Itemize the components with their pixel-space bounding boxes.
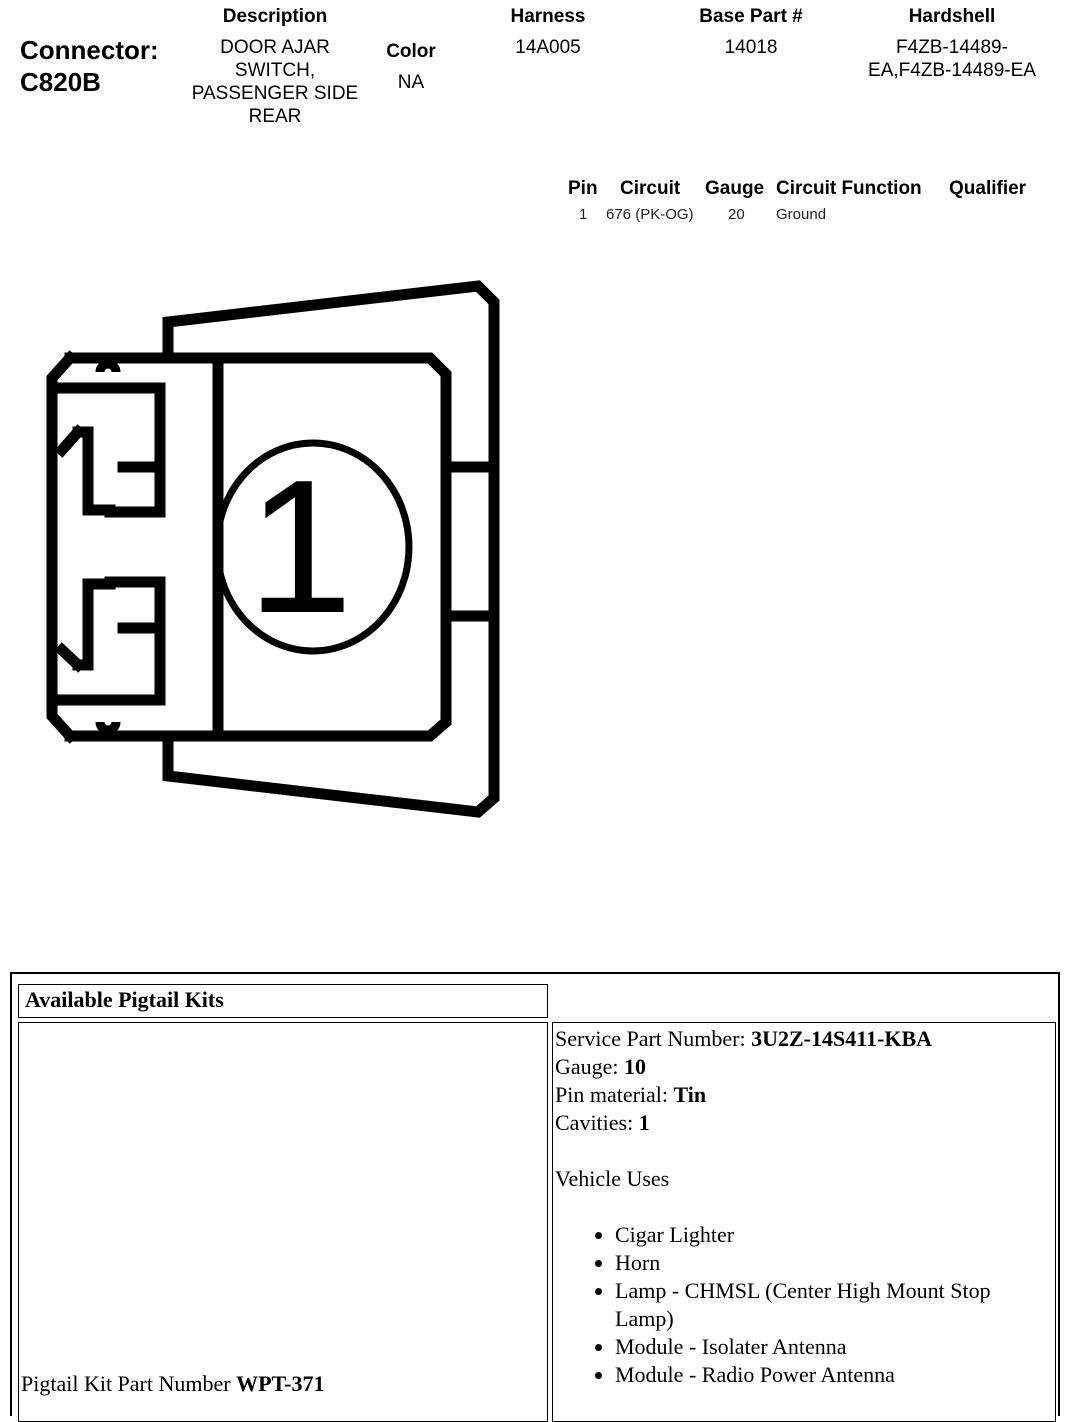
gauge-row (555, 1053, 1053, 1081)
description-line: SWITCH, (234, 60, 316, 81)
hardshell-header: Hardshell (908, 6, 996, 27)
description-value (165, 36, 385, 128)
list-item: • Module - Isolater Antenna (615, 1333, 1053, 1361)
gauge-value: 10 (624, 1054, 647, 1079)
gauge-col-header: Gauge (705, 178, 765, 199)
list-item: • Cigar Lighter (615, 1221, 1053, 1249)
color-value: NA (397, 72, 425, 93)
base-part-header: Base Part # (699, 6, 803, 27)
notch-top (100, 364, 116, 372)
function-cell: Ground (776, 206, 827, 223)
hardshell-line: F4ZB-14489- (896, 37, 1008, 58)
hardshell-value (840, 36, 1064, 82)
cavities-value: 1 (638, 1110, 650, 1135)
kit-number: WPT-371 (236, 1371, 325, 1396)
pigtail-kit-left-cell (18, 1022, 548, 1422)
pin-material-label: Pin material: (555, 1082, 669, 1107)
notch-bottom (100, 722, 116, 730)
base-part-value: 14018 (724, 37, 778, 58)
connector-title (20, 34, 159, 98)
harness-header: Harness (510, 6, 586, 27)
pin-material-row (555, 1081, 1053, 1109)
vehicle-uses-title: Vehicle Uses (555, 1166, 670, 1191)
pigtail-kit-part (21, 1371, 325, 1397)
service-part-label: Service Part Number: (555, 1026, 746, 1051)
kit-label: Pigtail Kit Part Number (21, 1371, 231, 1396)
description-line: DOOR AJAR (220, 37, 330, 58)
list-item: • Module - Radio Power Antenna (615, 1361, 1053, 1389)
function-col-header: Circuit Function (776, 178, 922, 199)
list-item: • Lamp - CHMSL (Center High Mount Stop Lamp) (615, 1277, 1053, 1333)
harness-value: 14A005 (515, 37, 581, 58)
description-header: Description (222, 6, 328, 27)
pin-material-value: Tin (673, 1082, 707, 1107)
circuit-cell: 676 (PK-OG) (606, 206, 694, 223)
vehicle-uses-list (555, 1221, 1053, 1389)
pigtail-kits-title: Available Pigtail Kits (18, 984, 548, 1018)
cavity-number: 1 (247, 441, 353, 653)
gauge-cell: 20 (728, 206, 745, 223)
description-line: PASSENGER SIDE (191, 83, 359, 104)
list-item: • Horn (615, 1249, 1053, 1277)
color-header: Color (386, 41, 436, 62)
service-part-value: 3U2Z-14S411-KBA (751, 1026, 933, 1051)
connector-face-diagram (40, 270, 510, 830)
service-part-row (555, 1025, 1053, 1053)
pin-cell: 1 (579, 206, 588, 223)
gauge-label: Gauge: (555, 1054, 619, 1079)
connector-id: C820B (20, 67, 101, 97)
pigtail-kits-panel (10, 972, 1060, 1416)
connector-label: Connector: (20, 35, 159, 65)
cavities-row (555, 1109, 1053, 1137)
qualifier-col-header: Qualifier (949, 178, 1027, 199)
cavities-label: Cavities: (555, 1110, 634, 1135)
circuit-col-header: Circuit (620, 178, 681, 199)
pin-col-header: Pin (568, 178, 598, 199)
description-line: REAR (248, 106, 302, 127)
hardshell-line: EA,F4ZB-14489-EA (868, 60, 1036, 81)
pigtail-kit-details (552, 1022, 1056, 1422)
